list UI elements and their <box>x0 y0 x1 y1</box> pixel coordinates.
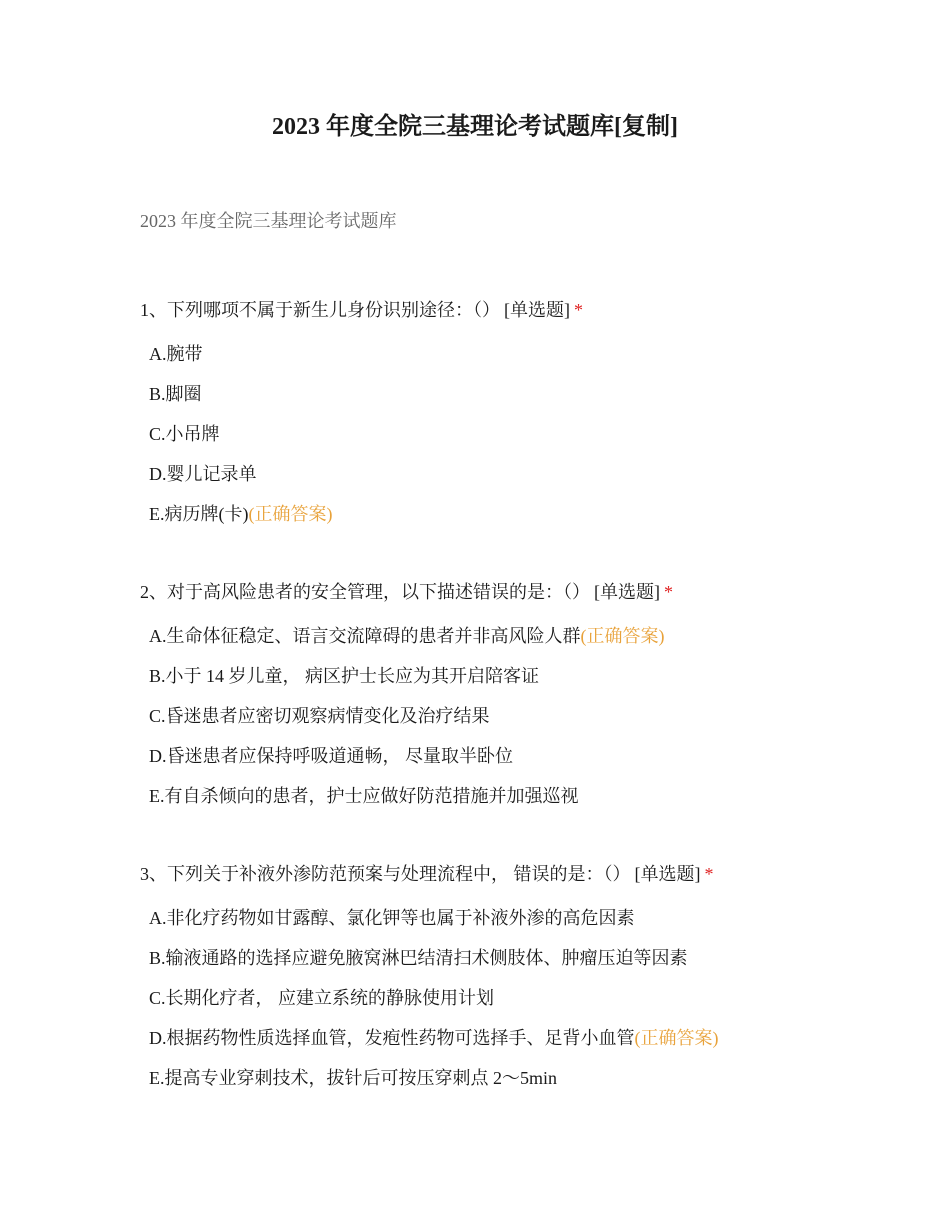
option-list <box>140 341 920 527</box>
question-text: 3、下列关于补液外渗防范预案与处理流程中， 错误的是：（） <box>140 864 631 884</box>
option-d <box>149 461 920 487</box>
page-title: 2023 年度全院三基理论考试题库[复制] <box>272 114 678 140</box>
correct-answer-tag: (正确答案) <box>248 504 333 524</box>
option-c <box>149 421 920 447</box>
question-type-label: [单选题] <box>504 300 570 320</box>
option-list <box>140 905 920 1091</box>
question-1 <box>140 297 920 541</box>
document-subtitle: 2023 年度全院三基理论考试题库 <box>140 211 397 231</box>
question-text: 1、下列哪项不属于新生儿身份识别途径：（） <box>140 300 500 320</box>
option-text: D.根据药物性质选择血管，发疱性药物可选择手、足背小血管 <box>149 1028 635 1048</box>
question-3 <box>140 861 920 1105</box>
option-a <box>149 905 920 931</box>
option-text: E.提高专业穿刺技术，拔针后可按压穿刺点 2～5min <box>149 1068 557 1088</box>
correct-answer-tag: (正确答案) <box>634 1028 719 1048</box>
option-text: C.小吊牌 <box>149 424 220 444</box>
option-a <box>149 623 920 649</box>
option-a <box>149 341 920 367</box>
option-text: A.非化疗药物如甘露醇、氯化钾等也属于补液外渗的高危因素 <box>149 908 635 928</box>
option-text: E.病历牌(卡) <box>149 504 249 524</box>
option-text: C.昏迷患者应密切观察病情变化及治疗结果 <box>149 706 490 726</box>
option-c <box>149 985 920 1011</box>
option-e <box>149 783 920 809</box>
option-text: D.婴儿记录单 <box>149 464 257 484</box>
option-d <box>149 743 920 769</box>
required-mark: * <box>664 582 673 602</box>
option-b <box>149 945 920 971</box>
option-list <box>140 623 920 809</box>
option-d <box>149 1025 920 1051</box>
option-text: E.有自杀倾向的患者，护士应做好防范措施并加强巡视 <box>149 786 579 806</box>
question-stem <box>140 861 920 887</box>
option-text: B.输液通路的选择应避免腋窝淋巴结清扫术侧肢体、肿瘤压迫等因素 <box>149 948 688 968</box>
option-c <box>149 703 920 729</box>
question-stem <box>140 579 920 605</box>
option-b <box>149 663 920 689</box>
question-text: 2、对于高风险患者的安全管理，以下描述错误的是：（） <box>140 582 590 602</box>
option-text: C.长期化疗者， 应建立系统的静脉使用计划 <box>149 988 495 1008</box>
question-2 <box>140 579 920 823</box>
question-type-label: [单选题] <box>594 582 660 602</box>
option-text: A.生命体征稳定、语言交流障碍的患者并非高风险人群 <box>149 626 581 646</box>
required-mark: * <box>704 864 714 884</box>
option-e <box>149 1065 920 1091</box>
option-text: D.昏迷患者应保持呼吸道通畅， 尽量取半卧位 <box>149 746 513 766</box>
question-type-label: [单选题] <box>634 864 701 884</box>
required-mark: * <box>574 300 583 320</box>
option-text: B.脚圈 <box>149 384 202 404</box>
option-text: A.腕带 <box>149 344 203 364</box>
option-text: B.小于 14 岁儿童， 病区护士长应为其开启陪客证 <box>149 666 540 686</box>
correct-answer-tag: (正确答案) <box>580 626 665 646</box>
question-stem <box>140 297 920 323</box>
option-e <box>149 501 920 527</box>
option-b <box>149 381 920 407</box>
